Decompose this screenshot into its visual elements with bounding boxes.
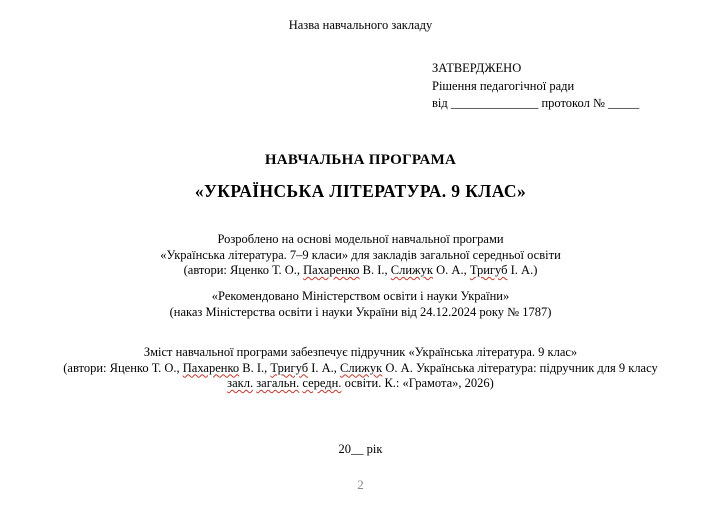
- recommendation-line-2: (наказ Міністерства освіти і науки України від 24.12.2024 року № 1787): [169, 304, 552, 319]
- basis-authors-text: О. А.,: [433, 263, 470, 277]
- textbook-publisher-text: освіти. К.: «Грамота», 2026): [341, 376, 494, 390]
- program-title: НАВЧАЛЬНА ПРОГРАМА: [264, 152, 457, 168]
- approval-council-line: Рішення педагогічної ради: [432, 78, 575, 93]
- basis-line-1: Розроблено на основі модельної навчальної програми: [217, 232, 504, 246]
- misspelled-word: закл.: [227, 376, 254, 390]
- textbook-line-1: Зміст навчальної програми забезпечує підручник «Українська література. 9 клас»: [143, 345, 578, 359]
- basis-line-2: «Українська література. 7–9 класи» для закладів загальної середньої освіти: [160, 247, 561, 262]
- misspelled-word: Пахаренко: [303, 263, 360, 277]
- basis-authors-text: В. І.,: [359, 263, 391, 277]
- misspelled-word: Пахаренко: [182, 360, 240, 375]
- approval-approved-label: ЗАТВЕРДЖЕНО: [432, 61, 522, 75]
- textbook-authors-text: (автори: Яценко Т. О.,: [63, 360, 183, 375]
- basis-authors-line: [0, 263, 721, 279]
- textbook-authors-text: І. А.,: [308, 360, 341, 375]
- recommendation-line-1: «Рекомендовано Міністерством освіти і науки України»: [211, 289, 510, 303]
- institution-name-line: Назва навчального закладу: [288, 18, 433, 32]
- textbook-authors-text: О. А. Українська література: підручник для 9 класу: [382, 360, 658, 375]
- misspelled-word: Тригуб: [270, 360, 309, 375]
- basis-authors-text: (автори: Яценко Т. О.,: [183, 263, 304, 277]
- basis-authors-text: І. А.): [507, 263, 538, 277]
- approval-block: [432, 60, 639, 113]
- approval-protocol-line: від ______________ протокол № _____: [432, 96, 640, 110]
- page-number: 2: [357, 477, 364, 492]
- misspelled-word: Тригуб: [469, 263, 508, 277]
- textbook-authors-text: В. І.,: [239, 360, 271, 375]
- recommendation-paragraph: [0, 289, 721, 320]
- basis-paragraph: [0, 232, 721, 279]
- misspelled-word: Слижук: [340, 360, 383, 375]
- textbook-publisher-line: [0, 376, 721, 392]
- misspelled-word: Слижук: [390, 263, 434, 277]
- textbook-paragraph: [0, 345, 721, 392]
- program-subtitle: «УКРАЇНСЬКА ЛІТЕРАТУРА. 9 КЛАС»: [194, 181, 527, 201]
- misspelled-word: середн.: [302, 376, 342, 390]
- year-line: 20__ рік: [338, 442, 383, 456]
- textbook-authors-line: [0, 361, 721, 377]
- misspelled-word: загальн.: [256, 376, 300, 390]
